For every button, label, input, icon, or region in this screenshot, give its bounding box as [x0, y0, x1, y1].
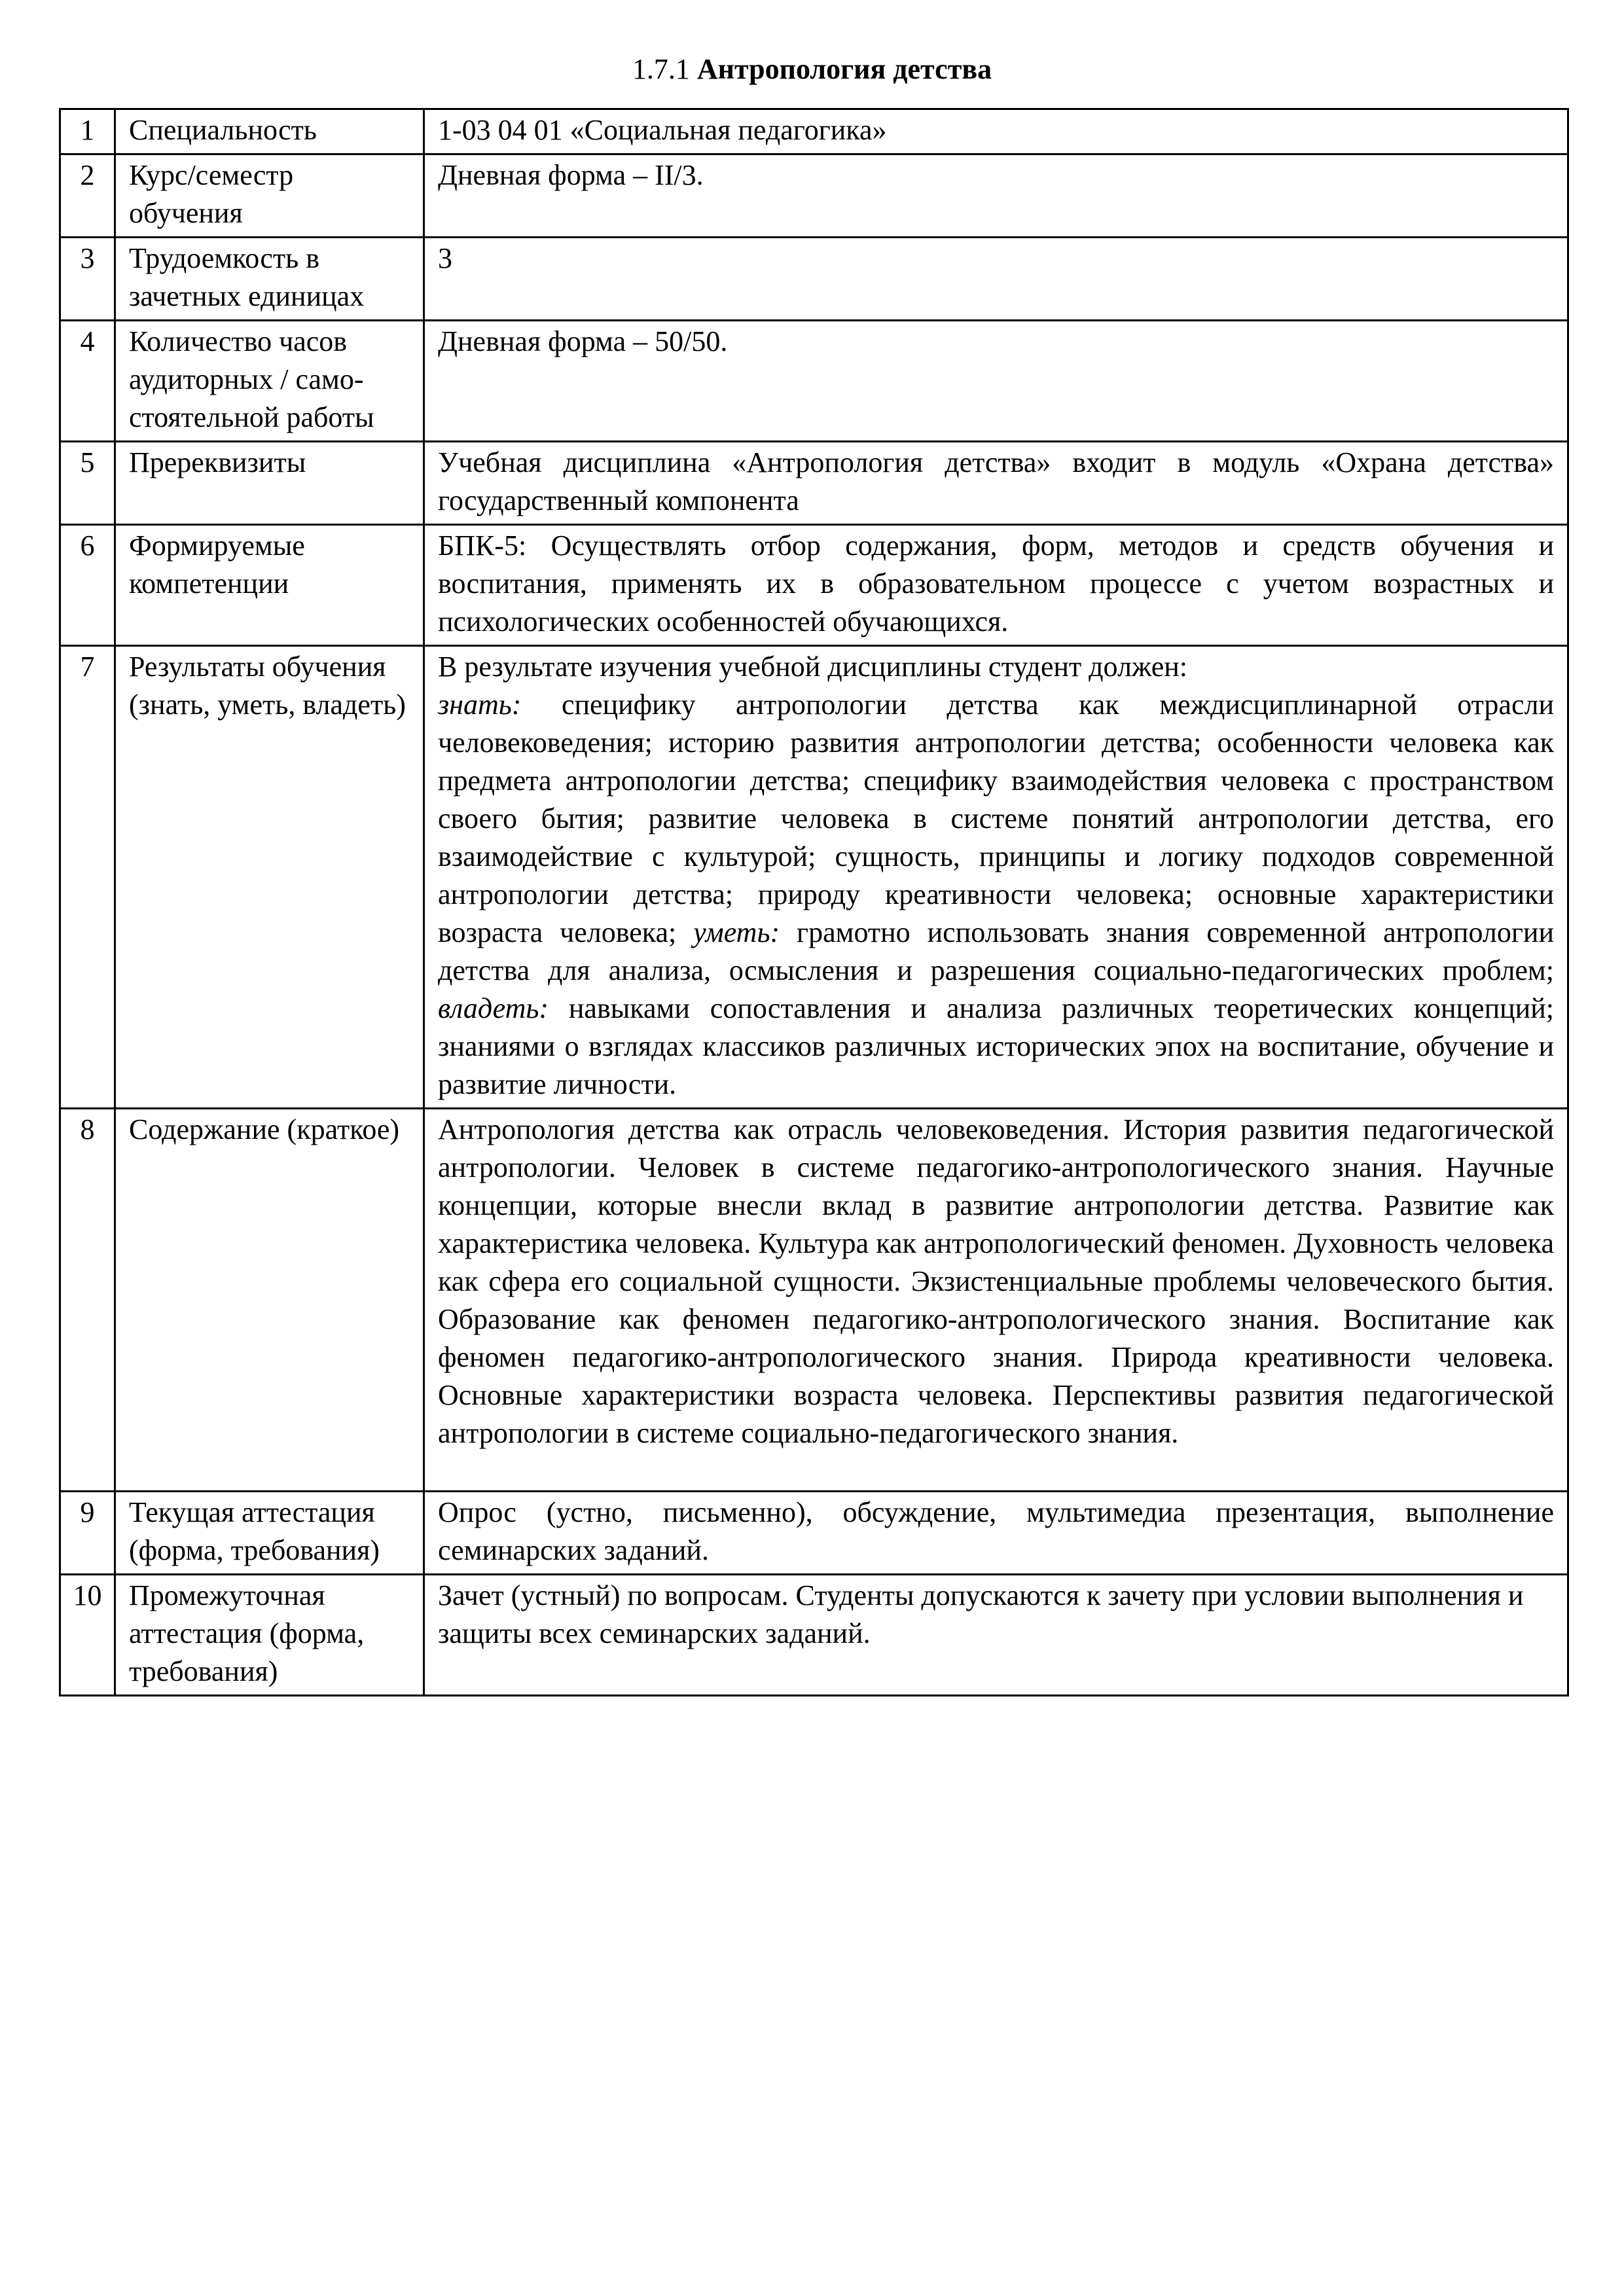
results-intro: В результате изучения учебной дисциплины студент должен: [438, 651, 1188, 683]
row-number: 8 [60, 1109, 115, 1492]
row-number: 5 [60, 442, 115, 525]
row-label: Промежуточная аттестация (форма, требования) [115, 1575, 424, 1696]
table-row [60, 321, 1568, 442]
row-value: Зачет (устный) по вопросам. Студенты допускаются к зачету при условии выполнения и защиты всех семинарских заданий. [424, 1575, 1568, 1696]
row-value: Дневная форма – 50/50. [424, 321, 1568, 442]
row-number: 1 [60, 109, 115, 154]
own-text: навыками сопоставления и анализа различных теоретических концепций; знаниями о взглядах классиков различных исторических эпох на воспитание, обучение и развитие личности. [438, 992, 1554, 1100]
row-number: 6 [60, 525, 115, 646]
row-label: Содержание (краткое) [115, 1109, 424, 1492]
row-number: 9 [60, 1492, 115, 1575]
row-number: 4 [60, 321, 115, 442]
row-number: 2 [60, 154, 115, 238]
row-value: Дневная форма – II/3. [424, 154, 1568, 238]
table-row [60, 442, 1568, 525]
row-number: 3 [60, 238, 115, 321]
course-table [59, 108, 1569, 1696]
row-label: Текущая аттестация (форма, требования) [115, 1492, 424, 1575]
row-number: 10 [60, 1575, 115, 1696]
table-row [60, 109, 1568, 154]
title-text: Антропология детства [696, 53, 992, 85]
row-number: 7 [60, 646, 115, 1109]
row-value: Антропология детства как отрасль человековедения. История развития педагогической антропологии. Человек в системе педагогико-антропологического знания. Научные концепции, которые внесли вклад в развитие антропологии детства. Развитие как характеристика человека. Культура как антропологический феномен. Духовность человека как сфера его социальной сущности. Экзистенциальные проблемы человеческого бытия. Образование как феномен педагогико-антропологического знания. Воспитание как феномен педагогико-антропологического знания. Природа креативности человека. Основные характеристики возраста человека. Перспективы развития педагогической антропологии в системе социально-педагогического знания. [424, 1109, 1568, 1492]
row-label: Формируемые компетенции [115, 525, 424, 646]
know-label: знать: [438, 689, 522, 721]
row-label: Курс/семестр обучения [115, 154, 424, 238]
title-number: 1.7.1 [632, 53, 690, 85]
row-value: Опрос (устно, письменно), обсуждение, мультимедиа презентация, выполнение семинарских заданий. [424, 1492, 1568, 1575]
row-value: 3 [424, 238, 1568, 321]
row-value: Учебная дисциплина «Антропология детства» входит в модуль «Охрана детства» государственный компонента [424, 442, 1568, 525]
table-row [60, 1109, 1568, 1492]
can-label: уметь: [693, 916, 780, 948]
row-label: Специальность [115, 109, 424, 154]
row-value [424, 646, 1568, 1109]
row-value: БПК-5: Осуществлять отбор содержания, форм, методов и средств обучения и воспитания, применять их в образовательном процессе с учетом возрастных и психологических особенностей обучающихся. [424, 525, 1568, 646]
page-title [0, 51, 1624, 88]
table-row [60, 1575, 1568, 1696]
table-row [60, 1492, 1568, 1575]
know-text: специфику антропологии детства как междисциплинарной отрасли человековедения; историю развития антропологии детства; особенности человека как предмета антропологии детства; специфику взаимодействия человека с пространством своего бытия; развитие человека в системе понятий антропологии детства, его взаимодействие с культурой; сущность, принципы и логику подходов современной антропологии детства; природу креативности человека; основные характеристики возраста человека; [438, 689, 1554, 948]
row-label: Трудоемкость в зачетных единицах [115, 238, 424, 321]
can-text: грамотно использовать знания современной антропологии детства для анализа, осмысления и разрешения социально-педагогических проблем; [438, 916, 1554, 986]
row-value: 1-03 04 01 «Социальная педагогика» [424, 109, 1568, 154]
table-row [60, 154, 1568, 238]
table-row [60, 646, 1568, 1109]
row-label: Количество часов аудиторных / само-стоятельной работы [115, 321, 424, 442]
row-label: Пререквизиты [115, 442, 424, 525]
table-row [60, 525, 1568, 646]
own-label: владеть: [438, 992, 549, 1024]
table-row [60, 238, 1568, 321]
row-label: Результаты обучения (знать, уметь, владеть) [115, 646, 424, 1109]
